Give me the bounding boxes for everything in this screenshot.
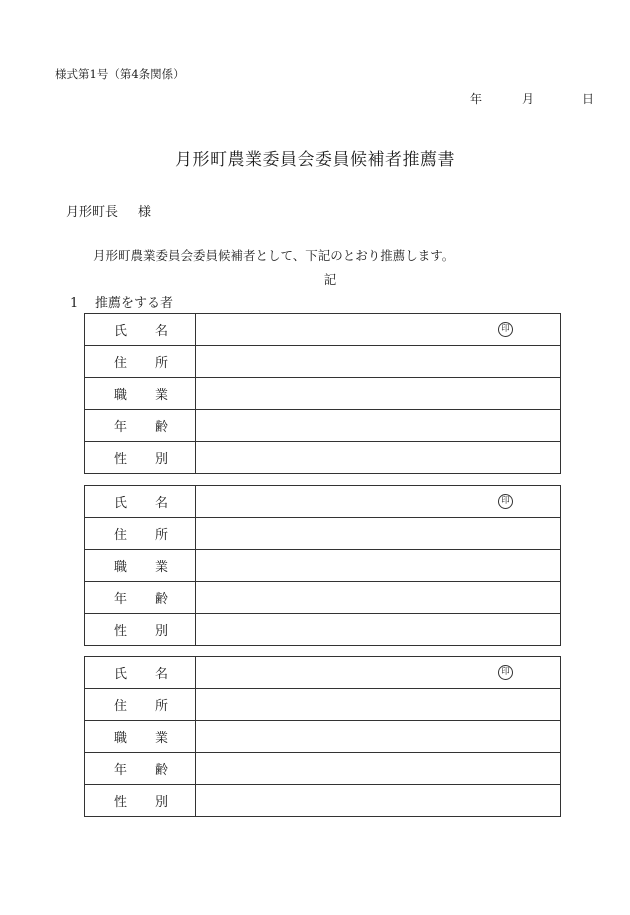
seal-mark-icon: 印 (498, 322, 513, 337)
field-input-name[interactable] (196, 657, 561, 689)
field-label-char-1: 性 (114, 452, 128, 467)
field-label-char-1: 住 (114, 356, 128, 371)
field-input-occupation[interactable] (196, 550, 561, 582)
field-input-age[interactable] (196, 410, 561, 442)
field-row-occupation (85, 721, 561, 753)
field-label-char-1: 年 (114, 420, 128, 435)
field-label-char-1: 職 (114, 560, 128, 575)
field-label-char-1: 職 (114, 388, 128, 403)
section-heading (70, 292, 173, 311)
field-label-char-2: 業 (154, 388, 168, 403)
field-label-char-2: 業 (154, 731, 168, 746)
field-label-address (85, 518, 196, 550)
field-input-occupation[interactable] (196, 721, 561, 753)
field-label-char-2: 名 (154, 667, 168, 682)
field-row-address (85, 346, 561, 378)
addressee-honorific: 様 (138, 205, 152, 220)
field-label-char-2: 所 (154, 356, 168, 371)
field-label-char-2: 齢 (154, 763, 168, 778)
field-label-char-2: 所 (154, 528, 168, 543)
seal-mark-icon: 印 (498, 494, 513, 509)
field-row-occupation (85, 378, 561, 410)
ki-heading: 記 (323, 272, 337, 287)
field-input-address[interactable] (196, 689, 561, 721)
date-day-label: 日 (581, 92, 594, 106)
field-label-address (85, 346, 196, 378)
field-row-sex (85, 442, 561, 474)
field-label-age (85, 410, 196, 442)
field-input-age[interactable] (196, 582, 561, 614)
field-label-name (85, 657, 196, 689)
field-label-occupation (85, 721, 196, 753)
field-input-address[interactable] (196, 346, 561, 378)
addressee (66, 201, 151, 220)
document-title: 月形町農業委員会委員候補者推薦書 (175, 150, 455, 170)
field-input-occupation[interactable] (196, 378, 561, 410)
field-label-char-1: 職 (114, 731, 128, 746)
field-row-age (85, 582, 561, 614)
field-label-char-1: 氏 (114, 496, 128, 511)
field-label-char-1: 性 (114, 624, 128, 639)
form-number: 様式第1号（第4条関係） (55, 67, 185, 81)
field-input-name[interactable] (196, 486, 561, 518)
field-row-sex (85, 614, 561, 646)
field-label-occupation (85, 550, 196, 582)
field-label-char-2: 別 (154, 624, 168, 639)
date-year-label: 年 (469, 92, 482, 106)
recommender-table-1 (84, 313, 561, 474)
field-row-occupation (85, 550, 561, 582)
seal-mark-icon: 印 (498, 665, 513, 680)
field-label-name (85, 314, 196, 346)
field-label-age (85, 582, 196, 614)
date-line (470, 90, 594, 107)
section-number: 1 (70, 296, 79, 311)
field-input-address[interactable] (196, 518, 561, 550)
field-input-sex[interactable] (196, 614, 561, 646)
field-label-char-1: 住 (114, 528, 128, 543)
field-label-char-1: 性 (114, 795, 128, 810)
field-row-name (85, 314, 561, 346)
field-label-name (85, 486, 196, 518)
field-label-occupation (85, 378, 196, 410)
field-label-sex (85, 614, 196, 646)
field-label-char-1: 氏 (114, 324, 128, 339)
field-label-address (85, 689, 196, 721)
field-label-sex (85, 785, 196, 817)
field-label-char-1: 氏 (114, 667, 128, 682)
field-row-sex (85, 785, 561, 817)
recommender-table-2 (84, 485, 561, 646)
field-input-sex[interactable] (196, 442, 561, 474)
field-label-sex (85, 442, 196, 474)
field-input-sex[interactable] (196, 785, 561, 817)
field-row-address (85, 689, 561, 721)
field-row-address (85, 518, 561, 550)
field-label-char-2: 齢 (154, 592, 168, 607)
field-label-age (85, 753, 196, 785)
field-input-age[interactable] (196, 753, 561, 785)
addressee-name: 月形町長 (66, 205, 119, 220)
field-row-age (85, 410, 561, 442)
field-label-char-2: 業 (154, 560, 168, 575)
field-label-char-1: 年 (114, 763, 128, 778)
field-label-char-1: 住 (114, 699, 128, 714)
field-row-age (85, 753, 561, 785)
date-month-label: 月 (521, 92, 534, 106)
recommender-table-3 (84, 656, 561, 817)
field-label-char-1: 年 (114, 592, 128, 607)
field-label-char-2: 所 (154, 699, 168, 714)
field-row-name (85, 486, 561, 518)
field-label-char-2: 別 (154, 795, 168, 810)
field-row-name (85, 657, 561, 689)
section-label: 推薦をする者 (95, 296, 174, 311)
field-label-char-2: 名 (154, 324, 168, 339)
body-text: 月形町農業委員会委員候補者として、下記のとおり推薦します。 (93, 248, 455, 263)
field-label-char-2: 別 (154, 452, 168, 467)
field-label-char-2: 齢 (154, 420, 168, 435)
field-input-name[interactable] (196, 314, 561, 346)
field-label-char-2: 名 (154, 496, 168, 511)
